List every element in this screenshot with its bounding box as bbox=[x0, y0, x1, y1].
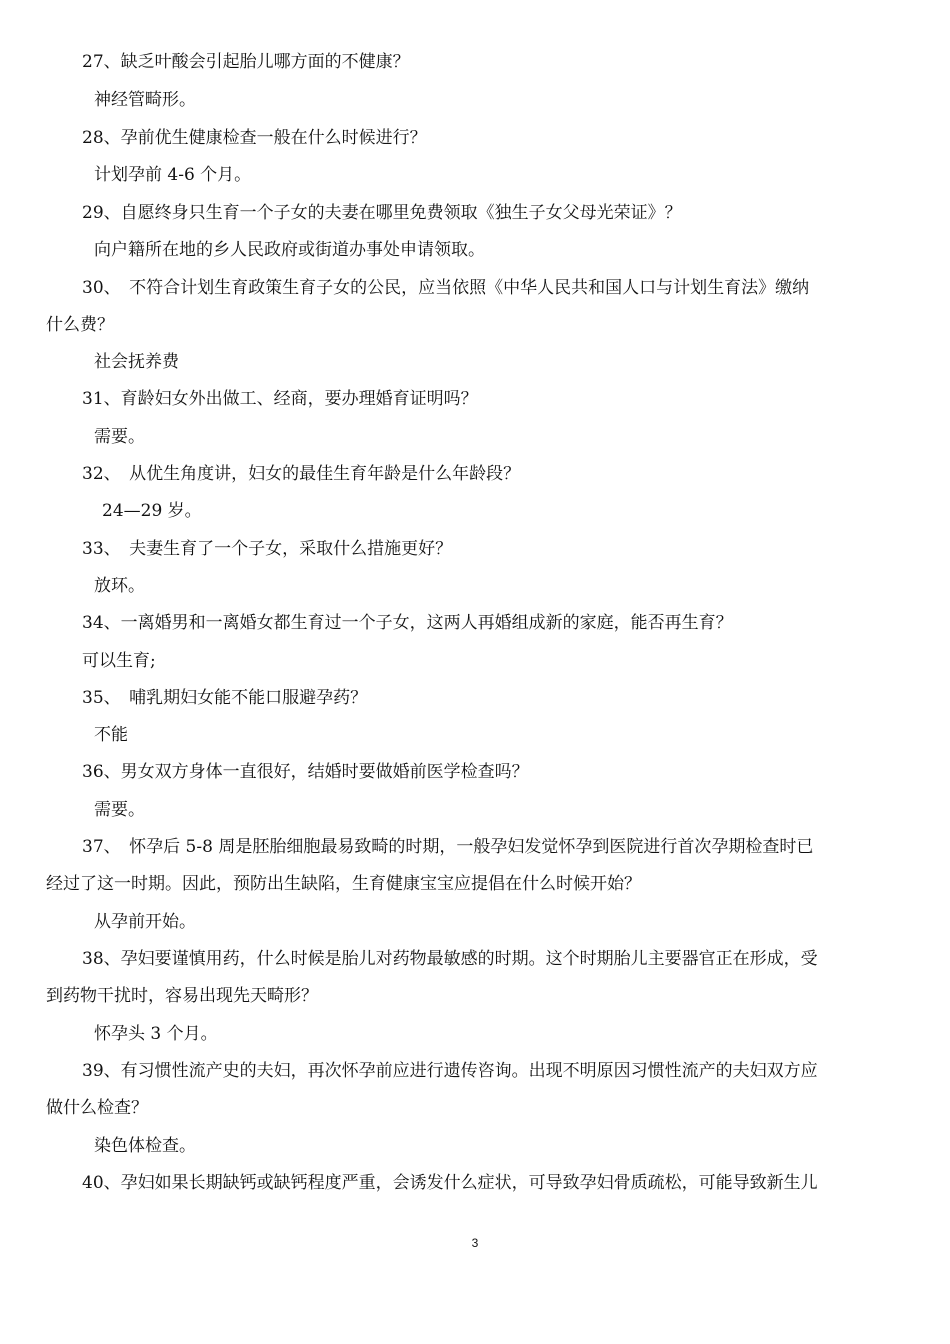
question-35: 35、 哺乳期妇女能不能口服避孕药？ bbox=[82, 688, 368, 708]
answer-37: 从孕前开始。 bbox=[94, 912, 196, 932]
question-39-line-2: 做什么检查？ bbox=[46, 1098, 148, 1118]
answer-38: 怀孕头 3 个月。 bbox=[94, 1024, 218, 1044]
answer-30: 社会抚养费 bbox=[94, 352, 179, 372]
answer-29: 向户籍所在地的乡人民政府或街道办事处申请领取。 bbox=[94, 240, 485, 260]
question-39-line-1: 39、有习惯性流产史的夫妇，再次怀孕前应进行遗传咨询。出现不明原因习惯性流产的夫妇双方应 bbox=[82, 1061, 818, 1081]
question-32: 32、 从优生角度讲，妇女的最佳生育年龄是什么年龄段？ bbox=[82, 464, 521, 484]
question-40-line-1: 40、孕妇如果长期缺钙或缺钙程度严重，会诱发什么症状，可导致孕妇骨质疏松，可能导致新生儿 bbox=[82, 1173, 818, 1193]
question-33: 33、 夫妻生育了一个子女，采取什么措施更好？ bbox=[82, 539, 453, 559]
page-number: 3 bbox=[471, 1236, 479, 1250]
question-38-line-1: 38、孕妇要谨慎用药，什么时候是胎儿对药物最敏感的时期。这个时期胎儿主要器官正在形成，受 bbox=[82, 949, 818, 969]
question-37-line-2: 经过了这一时期。因此，预防出生缺陷，生育健康宝宝应提倡在什么时候开始？ bbox=[46, 874, 641, 894]
question-28: 28、孕前优生健康检查一般在什么时候进行？ bbox=[82, 128, 427, 148]
question-27: 27、缺乏叶酸会引起胎儿哪方面的不健康？ bbox=[82, 52, 410, 72]
question-31: 31、育龄妇女外出做工、经商，要办理婚育证明吗？ bbox=[82, 389, 478, 409]
question-34: 34、一离婚男和一离婚女都生育过一个子女，这两人再婚组成新的家庭，能否再生育？ bbox=[82, 613, 733, 633]
answer-34: 可以生育; bbox=[82, 651, 156, 671]
answer-28: 计划孕前 4-6 个月。 bbox=[94, 165, 252, 185]
answer-39: 染色体检查。 bbox=[94, 1136, 196, 1156]
question-29: 29、自愿终身只生育一个子女的夫妻在哪里免费领取《独生子女父母光荣证》？ bbox=[82, 203, 682, 223]
question-38-line-2: 到药物干扰时，容易出现先天畸形？ bbox=[46, 986, 318, 1006]
answer-35: 不能 bbox=[94, 725, 128, 745]
question-30-line-2: 什么费？ bbox=[46, 315, 114, 335]
question-36: 36、男女双方身体一直很好，结婚时要做婚前医学检查吗？ bbox=[82, 762, 529, 782]
answer-31: 需要。 bbox=[94, 427, 145, 447]
question-37-line-1: 37、 怀孕后 5-8 周是胚胎细胞最易致畸的时期，一般孕妇发觉怀孕到医院进行首次孕期检查时已 bbox=[82, 837, 814, 857]
answer-33: 放环。 bbox=[94, 576, 145, 596]
answer-27: 神经管畸形。 bbox=[94, 90, 196, 110]
answer-36: 需要。 bbox=[94, 800, 145, 820]
answer-32: 24—29 岁。 bbox=[102, 501, 202, 521]
question-30-line-1: 30、 不符合计划生育政策生育子女的公民，应当依照《中华人民共和国人口与计划生育法》缴纳 bbox=[82, 278, 810, 298]
